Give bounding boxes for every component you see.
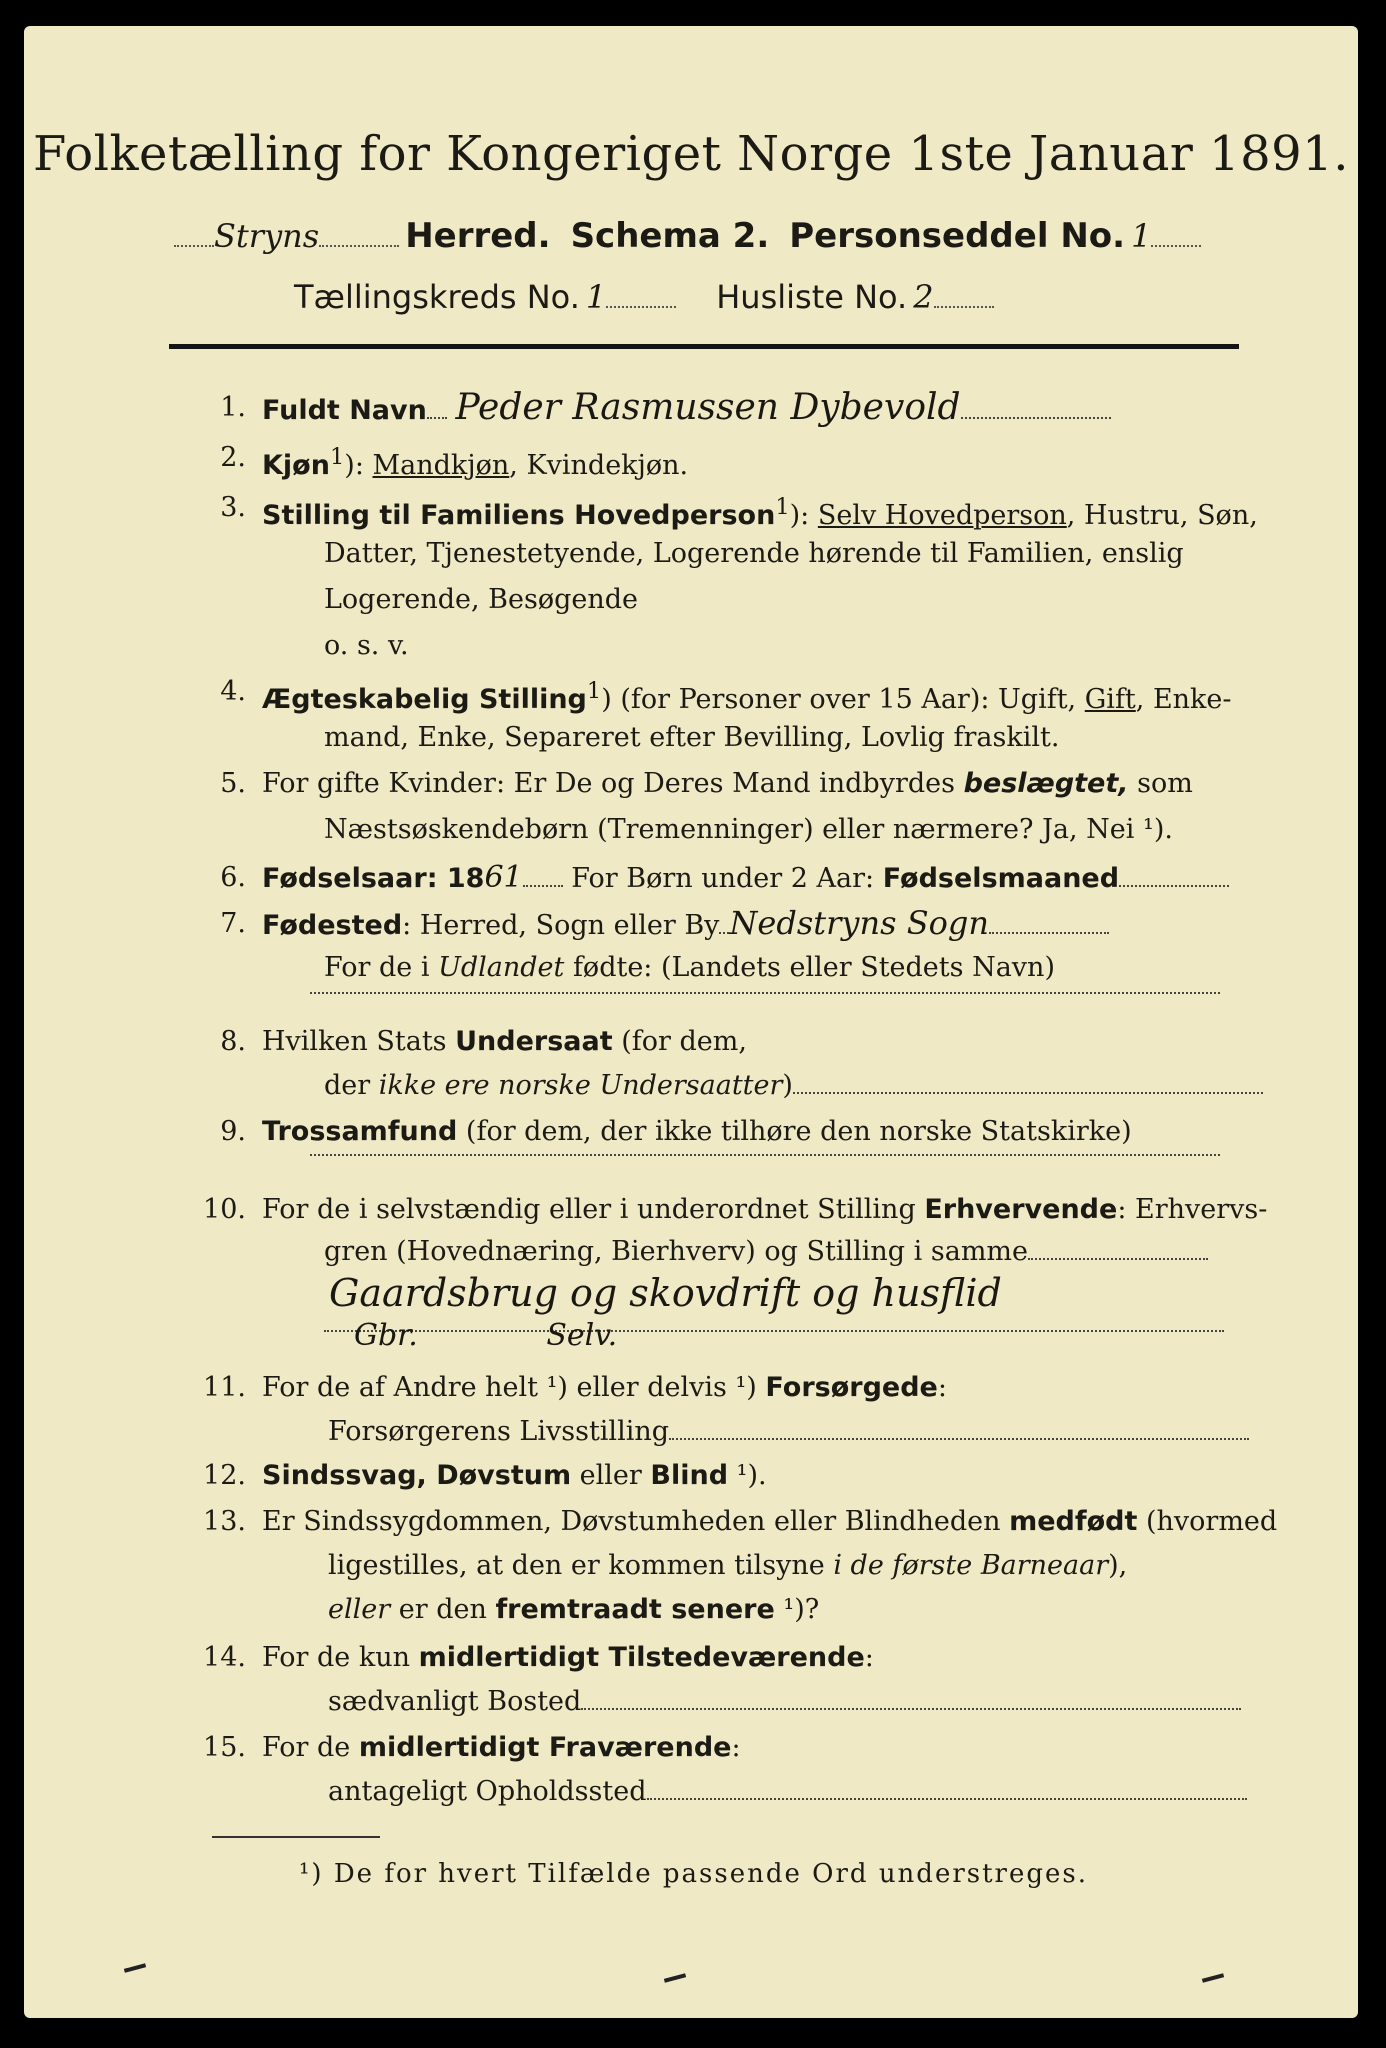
item-text: Er Sindssygdommen, Døvstumheden eller Blindheden — [262, 1506, 1010, 1537]
item-label: Kjøn — [262, 450, 330, 481]
item-number: 14. — [203, 1642, 246, 1673]
item-text: som — [1128, 768, 1193, 799]
item-text: : — [731, 1732, 741, 1763]
item-number: 5. — [220, 768, 246, 799]
item-label: midlertidigt Tilstedeværende — [418, 1642, 865, 1673]
personseddel-label: Personseddel No. — [789, 216, 1126, 256]
item-label: Blind — [650, 1460, 729, 1491]
item-text: For de i — [324, 952, 439, 983]
item-label: Sindssvag, Døvstum — [262, 1460, 572, 1491]
item-label: Stilling til Familiens Hovedperson — [262, 500, 776, 531]
marital-option-selected: Gift — [1084, 684, 1136, 715]
item-text: Udlandet — [438, 952, 565, 983]
item-label: Trossamfund — [262, 1116, 458, 1147]
item-number: 3. — [220, 492, 246, 523]
position-option-selected: Selv Hovedperson — [817, 500, 1067, 531]
birthplace-value: Nedstryns Sogn — [729, 904, 989, 942]
item-text: Forsørgerens Livsstilling — [328, 1416, 670, 1447]
item-text: For de — [262, 1732, 359, 1763]
item-text: For de i selvstændig eller i underordnet Stilling — [262, 1194, 925, 1225]
sex-option-selected: Mandkjøn — [372, 450, 510, 481]
kreds-label: Tællingskreds No. — [294, 278, 580, 316]
form-subheader — [174, 216, 1238, 256]
item-text: der — [324, 1070, 379, 1101]
item-text: Datter, Tjenestetyende, Logerende hørende til Familien, enslig — [324, 538, 1184, 569]
herred-label: Herred. — [405, 216, 551, 256]
item-text: (for dem, — [612, 1026, 747, 1057]
item-number: 13. — [203, 1506, 246, 1537]
occupation-value: Gaardsbrug og skovdrift og husflid — [329, 1271, 1002, 1315]
item-number: 6. — [220, 862, 246, 893]
item-number: 9. — [220, 1116, 246, 1147]
item-text: er den — [390, 1594, 496, 1625]
item-label: Ægteskabelig Stilling — [262, 684, 587, 715]
personseddel-value: 1 — [1131, 217, 1152, 255]
item-label: Fødselsaar: 18 — [262, 863, 485, 894]
item-text: ) (for Personer over 15 Aar): Ugift, — [601, 684, 1085, 715]
item-label: fremtraadt senere — [495, 1594, 775, 1625]
footnote: ¹) De for hvert Tilfælde passende Ord understreges. — [299, 1859, 1089, 1889]
item-text: ¹). — [728, 1460, 767, 1491]
item-number: 12. — [203, 1460, 246, 1491]
scan-mark — [664, 1973, 686, 1983]
item-text: : — [864, 1642, 874, 1673]
item-text: For gifte Kvinder: Er De og Deres Mand indbyrdes — [262, 768, 964, 799]
item-text: ligestilles, at den er kommen tilsyne — [328, 1550, 834, 1581]
item-number: 4. — [220, 676, 246, 707]
item-text: For Børn under 2 Aar: — [562, 863, 883, 894]
item-text: eller — [328, 1594, 391, 1625]
item-number: 15. — [203, 1732, 246, 1763]
item-text: gren (Hovednæring, Bierhverv) og Stilling i samme — [324, 1236, 1029, 1267]
item-text: Hvilken Stats — [262, 1026, 456, 1057]
scan-mark — [1202, 1973, 1224, 1983]
item-number: 2. — [220, 442, 246, 473]
item-text: ): — [344, 450, 373, 481]
item-text: (for dem, der ikke tilhøre den norske Statskirke) — [457, 1116, 1132, 1147]
item-text: Logerende, Besøgende — [324, 584, 638, 615]
item-text: eller — [571, 1460, 651, 1491]
blank-line — [310, 992, 1220, 994]
item-text: sædvanligt Bosted — [328, 1686, 582, 1717]
item-text: (hvormed — [1137, 1506, 1278, 1537]
item-label: Forsørgede — [765, 1372, 938, 1403]
item-number: 11. — [203, 1372, 246, 1403]
kreds-value: 1 — [585, 278, 607, 316]
item-text: For de kun — [262, 1642, 419, 1673]
item-number: 8. — [220, 1026, 246, 1057]
item-text: , Enke- — [1135, 684, 1232, 715]
item-text: Næstsøskendebørn (Tremenninger) eller nærmere? Ja, Nei ¹). — [324, 814, 1173, 845]
item-text: For de af Andre helt ¹) eller delvis ¹) — [262, 1372, 766, 1403]
footnote-ref: 1 — [586, 678, 602, 704]
item-text: ), — [1108, 1550, 1128, 1581]
item-text: o. s. v. — [324, 630, 409, 661]
item-emphasis: beslægtet, — [963, 768, 1129, 799]
item-number: 10. — [203, 1194, 246, 1225]
item-label: Fødselsmaaned — [882, 863, 1120, 894]
husliste-value: 2 — [913, 278, 934, 316]
footnote-ref: 1 — [329, 444, 345, 470]
footnote-ref: 1 — [775, 494, 790, 520]
item-text: ikke ere norske Undersaatter — [378, 1070, 783, 1101]
item-label: Erhvervende — [924, 1194, 1118, 1225]
item-text: , Hustru, Søn, — [1066, 500, 1258, 531]
item-text: ¹)? — [774, 1594, 820, 1625]
item-text: mand, Enke, Separeret efter Bevilling, Lovlig fraskilt. — [324, 722, 1060, 753]
husliste-label: Husliste No. — [716, 278, 908, 316]
item-text: : — [937, 1372, 947, 1403]
census-form — [24, 26, 1358, 2018]
header-rule — [169, 344, 1239, 349]
form-title: Folketælling for Kongeriget Norge 1ste Januar 1891. — [33, 126, 1349, 182]
item-number: 1. — [220, 392, 246, 423]
item-text: i de første Barneaar — [833, 1550, 1109, 1581]
item-text: , Kvindekjøn. — [509, 450, 689, 481]
item-text: antageligt Opholdssted — [328, 1776, 647, 1807]
item-text: fødte: (Landets eller Stedets Navn) — [564, 952, 1055, 983]
birth-year-value: 61 — [484, 860, 523, 895]
item-text: ) — [782, 1070, 793, 1101]
item-text: : Erhvervs- — [1117, 1194, 1268, 1225]
herred-value: Stryns — [214, 217, 320, 255]
scan-mark — [124, 1963, 146, 1973]
item-text: : Herred, Sogn eller By — [402, 910, 720, 941]
schema-label: Schema 2. — [570, 216, 770, 256]
item-label: midlertidigt Fraværende — [358, 1732, 732, 1763]
item-label: Fødested — [262, 910, 403, 941]
occupation-code: Gbr. — [354, 1318, 418, 1353]
footnote-rule — [212, 1836, 380, 1838]
occupation-status: Selv. — [546, 1318, 618, 1353]
form-district-line — [294, 278, 1128, 316]
item-label: medfødt — [1009, 1506, 1138, 1537]
item-label: Fuldt Navn — [262, 395, 427, 426]
full-name-value: Peder Rasmussen Dybevold — [455, 387, 961, 428]
item-label: Undersaat — [455, 1026, 613, 1057]
blank-line — [310, 1154, 1220, 1156]
item-text: ): — [789, 500, 818, 531]
item-number: 7. — [220, 908, 246, 939]
